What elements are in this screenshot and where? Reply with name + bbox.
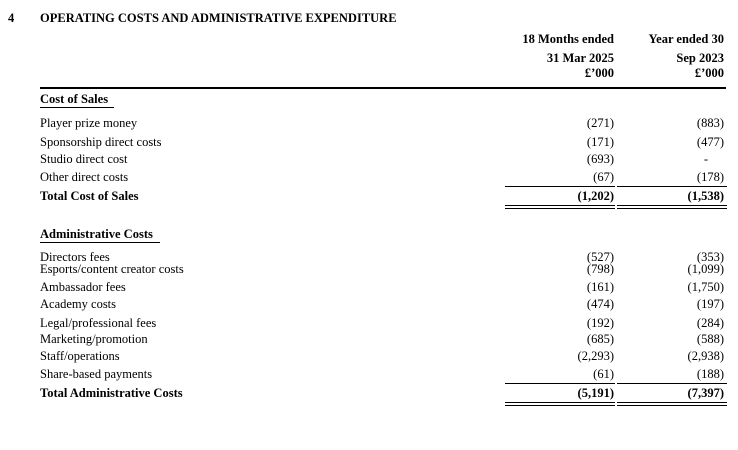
- cos-total-line2-col2: [617, 208, 727, 209]
- row-value-col2: (2,938): [687, 349, 724, 363]
- row-value-col2: (178): [696, 170, 724, 184]
- row-value-col2: (588): [696, 332, 724, 346]
- row-label: Directors fees: [40, 250, 110, 264]
- row-label: Marketing/promotion: [40, 332, 148, 346]
- row-label: Share-based payments: [40, 367, 153, 381]
- col2-header-line2: Sep 2023: [676, 51, 724, 65]
- cos-total-line1-col2: [617, 205, 727, 206]
- row-value-col2: (1,099): [687, 262, 724, 276]
- cos-subtotal-line-col2: [617, 186, 727, 187]
- header-divider: [40, 87, 726, 89]
- row-value-col1: (192): [586, 316, 614, 330]
- row-value-col2: (353): [696, 250, 724, 264]
- row-label: Legal/professional fees: [40, 316, 157, 330]
- row-value-col1: (271): [586, 116, 614, 130]
- admin-total-line2-col1: [505, 405, 615, 406]
- col2-header-line1: Year ended 30: [648, 32, 724, 46]
- row-label: Other direct costs: [40, 170, 129, 184]
- cos-total-line1-col1: [505, 205, 615, 206]
- row-value-col2: (188): [696, 367, 724, 381]
- row-value-col2: (284): [696, 316, 724, 330]
- admin-total-line1-col2: [617, 402, 727, 403]
- total-value-col1: (1,202): [577, 189, 614, 203]
- admin-subtotal-line-col1: [505, 383, 615, 384]
- total-label: Total Administrative Costs: [40, 386, 183, 400]
- row-value-col1: (693): [586, 152, 614, 166]
- row-value-col2: (1,750): [687, 280, 724, 294]
- total-label: Total Cost of Sales: [40, 189, 139, 203]
- row-label: Studio direct cost: [40, 152, 128, 166]
- admin-costs-heading-underline: [40, 242, 160, 243]
- row-value-col1: (527): [586, 250, 614, 264]
- row-value-col2: -: [703, 152, 708, 166]
- col1-header-unit: £’000: [584, 66, 614, 80]
- row-value-col1: (474): [586, 297, 614, 311]
- admin-costs-heading: Administrative Costs: [40, 227, 153, 241]
- admin-subtotal-line-col2: [617, 383, 727, 384]
- row-value-col2: (883): [696, 116, 724, 130]
- cost-of-sales-heading-underline: [40, 107, 114, 108]
- total-value-col2: (7,397): [687, 386, 724, 400]
- section-title: OPERATING COSTS AND ADMINISTRATIVE EXPENDITURE: [40, 11, 397, 25]
- admin-total-line2-col2: [617, 405, 727, 406]
- col1-header-line1: 18 Months ended: [522, 32, 614, 46]
- row-value-col1: (171): [586, 135, 614, 149]
- cos-subtotal-line-col1: [505, 186, 615, 187]
- row-value-col2: (477): [696, 135, 724, 149]
- row-label: Esports/content creator costs: [40, 262, 184, 276]
- row-value-col1: (61): [593, 367, 614, 381]
- row-value-col1: (67): [593, 170, 614, 184]
- row-label: Sponsorship direct costs: [40, 135, 162, 149]
- admin-total-line1-col1: [505, 402, 615, 403]
- row-label: Staff/operations: [40, 349, 120, 363]
- row-value-col1: (161): [586, 280, 614, 294]
- col2-header-unit: £’000: [694, 66, 724, 80]
- row-value-col1: (685): [586, 332, 614, 346]
- row-label: Academy costs: [40, 297, 117, 311]
- row-value-col1: (2,293): [577, 349, 614, 363]
- total-value-col2: (1,538): [687, 189, 724, 203]
- row-label: Ambassador fees: [40, 280, 126, 294]
- col1-header-line2: 31 Mar 2025: [546, 51, 614, 65]
- section-number: 4: [8, 11, 15, 25]
- cost-of-sales-heading: Cost of Sales: [40, 92, 109, 106]
- total-value-col1: (5,191): [577, 386, 614, 400]
- row-label: Player prize money: [40, 116, 138, 130]
- cos-total-line2-col1: [505, 208, 615, 209]
- row-value-col2: (197): [696, 297, 724, 311]
- row-value-col1: (798): [586, 262, 614, 276]
